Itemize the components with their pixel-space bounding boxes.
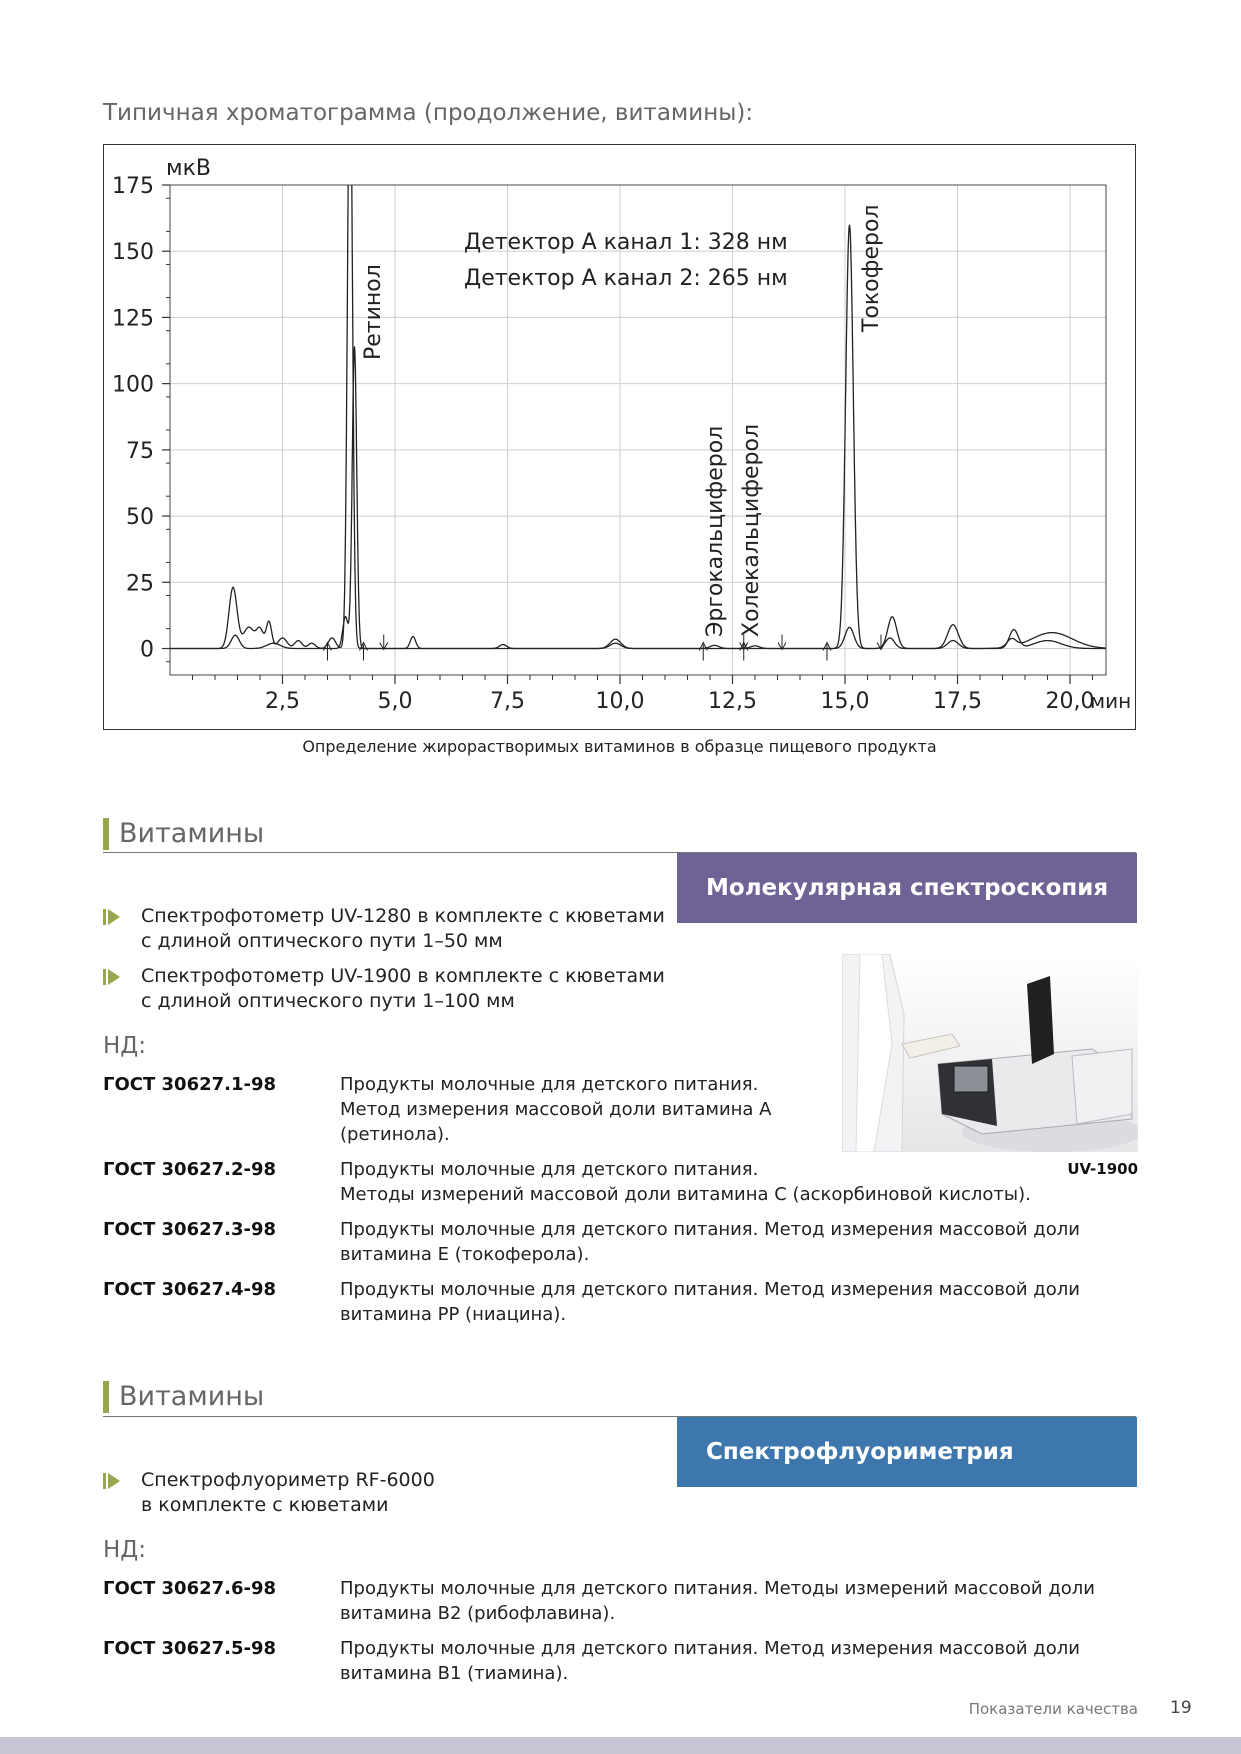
peak-label-ergocalciferol: Эргокальциферол xyxy=(703,425,728,637)
x-axis-label: мин xyxy=(1090,689,1132,713)
plot-area xyxy=(170,185,1106,675)
list-item-text: Спектрофлуориметр RF-6000 в комплекте с кюветами xyxy=(141,1469,435,1516)
section-title-vitamins-1: Витамины xyxy=(103,818,264,850)
chart-heading: Типичная хроматограмма (продолжение, витамины): xyxy=(103,100,754,126)
category-band-spectrofluorimetry: Спектрофлуориметрия xyxy=(677,1417,1137,1487)
arrow-bullet-icon xyxy=(103,968,121,986)
y-tick-label: 50 xyxy=(126,505,154,531)
category-band-molecular-spectroscopy: Молекулярная спектроскопия xyxy=(677,853,1137,923)
x-tick-label: 10,0 xyxy=(595,689,645,714)
footer-bar xyxy=(0,1737,1241,1754)
gost-description: Продукты молочные для детского питания. Методы измерений массовой доли витамина С (аскорбиновой кислоты). xyxy=(340,1159,1031,1205)
integration-mark-up xyxy=(699,643,707,661)
gost-description: Продукты молочные для детского питания. Метод измерения массовой доли витамина РР (ниацина). xyxy=(340,1279,1080,1325)
list-item-text: Спектрофотометр UV-1900 в комплекте с кюветами с длиной оптического пути 1–100 мм xyxy=(141,965,665,1012)
x-tick-label: 15,0 xyxy=(820,689,870,714)
y-tick-label: 25 xyxy=(126,571,154,597)
integration-mark-down xyxy=(778,635,786,650)
nd-label: НД: xyxy=(103,1537,147,1563)
x-tick-label: 12,5 xyxy=(708,689,757,714)
gost-code: ГОСТ 30627.5-98 xyxy=(103,1638,277,1659)
detector-2-label: Детектор A канал 2: 265 нм xyxy=(464,266,788,291)
y-tick-label: 150 xyxy=(112,240,154,266)
gost-code: ГОСТ 30627.6-98 xyxy=(103,1578,277,1599)
y-tick-label: 125 xyxy=(112,306,154,332)
x-tick-label: 20,0 xyxy=(1045,689,1095,714)
gost-description: Продукты молочные для детского питания. Методы измерений массовой доли витамина В2 (рибофлавина). xyxy=(340,1578,1095,1624)
gost-description: Продукты молочные для детского питания. Метод измерения массовой доли витамина А (ретинола). xyxy=(340,1074,772,1145)
chart-frame xyxy=(103,144,1136,730)
peak-label-retinol: Ретинол xyxy=(361,264,386,360)
x-tick-label: 5,0 xyxy=(377,689,413,714)
gost-code: ГОСТ 30627.4-98 xyxy=(103,1279,277,1300)
detector-1-label: Детектор A канал 1: 328 нм xyxy=(464,230,788,255)
integration-mark-down xyxy=(380,635,388,650)
peak-label-cholecalciferol: Холекальциферол xyxy=(739,423,764,637)
gost-code: ГОСТ 30627.3-98 xyxy=(103,1219,277,1240)
section-title-vitamins-2: Витамины xyxy=(103,1381,264,1413)
gost-description: Продукты молочные для детского питания. Метод измерения массовой доли витамина В1 (тиамина). xyxy=(340,1638,1080,1684)
gost-description: Продукты молочные для детского питания. Метод измерения массовой доли витамина Е (токоферола). xyxy=(340,1219,1080,1265)
arrow-bullet-icon xyxy=(103,1472,121,1490)
x-tick-label: 2,5 xyxy=(265,689,300,714)
series-line-1 xyxy=(170,145,1106,649)
nd-label: НД: xyxy=(103,1033,147,1059)
photo-caption: UV-1900 xyxy=(1067,1160,1138,1178)
y-tick-label: 0 xyxy=(140,637,154,663)
instrument-photo xyxy=(842,954,1138,1152)
y-axis-label: мкВ xyxy=(166,156,211,181)
x-tick-label: 7,5 xyxy=(490,689,525,714)
y-tick-label: 100 xyxy=(112,372,154,398)
peak-label-tocopherol: Токоферол xyxy=(859,204,884,332)
list-item-text: Спектрофотометр UV-1280 в комплекте с кюветами с длиной оптического пути 1–50 мм xyxy=(141,905,665,952)
chart-caption: Определение жирорастворимых витаминов в образце пищевого продукта xyxy=(302,737,937,756)
arrow-bullet-icon xyxy=(103,908,121,926)
chromatogram-chart xyxy=(104,145,1135,729)
gost-code: ГОСТ 30627.2-98 xyxy=(103,1159,277,1180)
gost-code: ГОСТ 30627.1-98 xyxy=(103,1074,277,1095)
y-tick-label: 175 xyxy=(112,174,154,199)
integration-mark-up xyxy=(823,643,831,661)
page-number: 19 xyxy=(1170,1698,1192,1718)
integration-mark-up xyxy=(324,643,332,661)
footer-section-name: Показатели качества xyxy=(968,1700,1138,1718)
y-tick-label: 75 xyxy=(126,438,154,464)
series-line-2 xyxy=(170,346,1106,648)
x-tick-label: 17,5 xyxy=(933,689,982,714)
